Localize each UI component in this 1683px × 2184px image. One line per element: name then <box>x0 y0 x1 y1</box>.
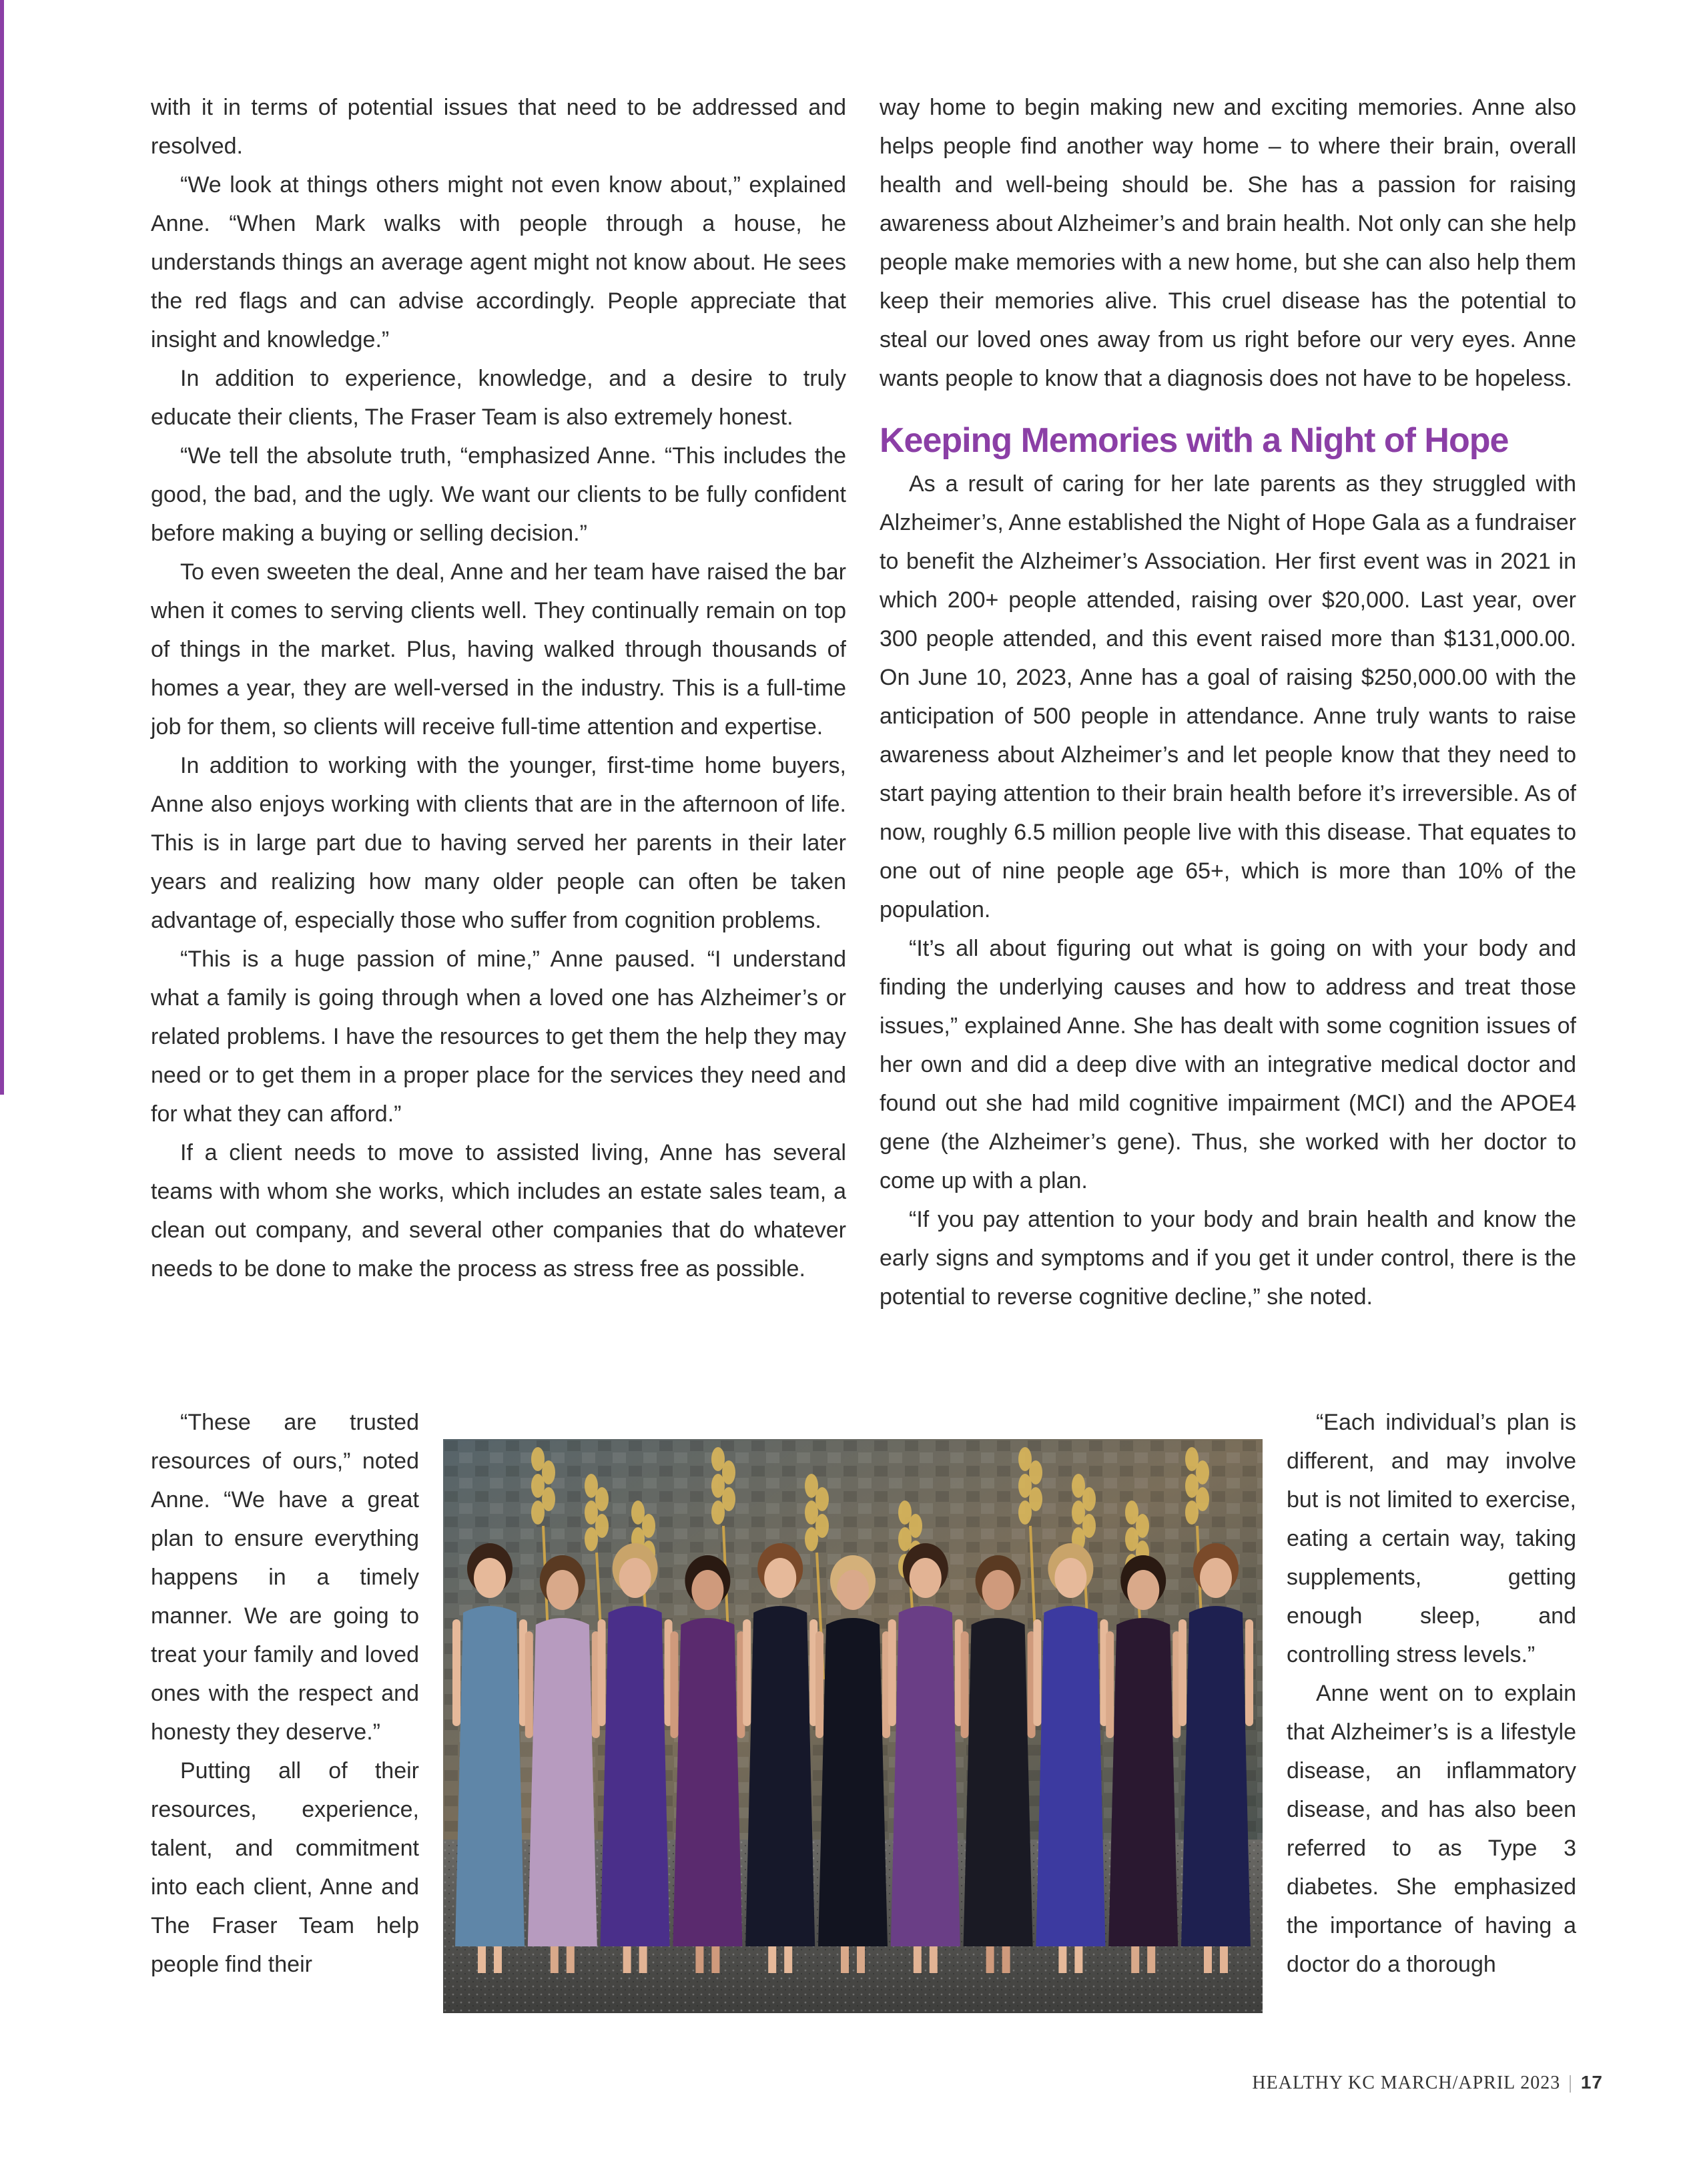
article-right-column <box>880 88 1576 1316</box>
group-photo-illustration <box>443 1439 1263 2013</box>
paragraph: If a client needs to move to assisted living, Anne has several teams with whom she works, which includes an estate sales team, a clean out company, and several other companies that do whatever needs to be done to make the process as stress free as possible. <box>151 1140 846 1282</box>
paragraph: “If you pay attention to your body and brain health and know the early signs and symptoms and if you get it under control, there is the potential to reverse cognitive decline,” she noted. <box>880 1207 1576 1310</box>
article-left-column <box>151 88 846 1288</box>
article-right-wrap <box>1287 1403 1576 1984</box>
paragraph: “Each individual’s plan is different, and may involve but is not limited to exercise, eating a certain way, taking supplements, getting enough sleep, and controlling stress levels.” <box>1287 1410 1576 1667</box>
paragraph: To even sweeten the deal, Anne and her team have raised the bar when it comes to serving clients well. They continually remain on top of things in the market. Plus, having walked through thousands of homes a year, they are well-versed in the industry. This is a full-time job for them, so clients will receive full-time attention and expertise. <box>151 559 846 740</box>
paragraph: “These are trusted resources of ours,” noted Anne. “We have a great plan to ensure everything happens in a timely manner. We are going to treat your family and loved ones with the respect and honesty they deserve.” <box>151 1410 419 1745</box>
section-heading: Keeping Memories with a Night of Hope <box>880 421 1509 460</box>
paragraph: As a result of caring for her late parents as they struggled with Alzheimer’s, Anne established the Night of Hope Gala as a fundraiser to benefit the Alzheimer’s Association. Her first event was in 2021 in which 200+ people attended, raising over $20,000. Last year, over 300 people attended, and this event raised more than $131,000.00. On June 10, 2023, Anne has a goal of raising $250,000.00 with the anticipation of 500 people in attendance. Anne truly wants to raise awareness about Alzheimer’s and let people know that they need to start paying attention to their brain health before it’s irreversible. As of now, roughly 6.5 million people live with this disease. That equates to one out of nine people age 65+, which is more than 10% of the population. <box>880 471 1576 922</box>
page-accent-rule <box>0 0 4 1095</box>
group-photo <box>443 1439 1263 2013</box>
paragraph: In addition to experience, knowledge, and a desire to truly educate their clients, The Fraser Team is also extremely honest. <box>151 366 846 430</box>
paragraph: “This is a huge passion of mine,” Anne paused. “I understand what a family is going through when a loved one has Alzheimer’s or related problems. I have the resources to get them the help they may need or to get them in a proper place for the services they need and for what they can afford.” <box>151 946 846 1127</box>
paragraph: Putting all of their resources, experience, talent, and commitment into each client, Anne and The Fraser Team help people find their <box>151 1758 419 1977</box>
paragraph: with it in terms of potential issues that need to be addressed and resolved. <box>151 95 846 159</box>
article-left-wrap <box>151 1403 419 1984</box>
paragraph: “We look at things others might not even know about,” explained Anne. “When Mark walks with people through a house, he understands things an average agent might not know about. He sees the red flags and can advise accordingly. People appreciate that insight and knowledge.” <box>151 172 846 352</box>
paragraph: “It’s all about figuring out what is going on with your body and finding the underlying causes and how to address and treat those issues,” explained Anne. She has dealt with some cognition issues of her own and did a deep dive with an integrative medical doctor and found out she had mild cognitive impairment (MCI) and the APOE4 gene (the Alzheimer’s gene). Thus, she worked with her doctor to come up with a plan. <box>880 936 1576 1193</box>
publication-name: HEALTHY KC MARCH/APRIL 2023 <box>1252 2073 1561 2093</box>
paragraph: In addition to working with the younger, first-time home buyers, Anne also enjoys working with clients that are in the afternoon of life. This is in large part due to having served her parents in their later years and realizing how many older people can often be taken advantage of, especially those who suffer from cognition problems. <box>151 753 846 933</box>
page-number: 17 <box>1580 2072 1603 2093</box>
page-footer <box>1252 2072 1603 2094</box>
paragraph: “We tell the absolute truth, “emphasized Anne. “This includes the good, the bad, and the ugly. We want our clients to be fully confident before making a buying or selling decision.” <box>151 443 846 546</box>
paragraph: way home to begin making new and exciting memories. Anne also helps people find another way home – to where their brain, overall health and well-being should be. She has a passion for raising awareness about Alzheimer’s and brain health. Not only can she help people make memories with a new home, but she can also help them keep their memories alive. This cruel disease has the potential to steal our loved ones away from us right before our very eyes. Anne wants people to know that a diagnosis does not have to be hopeless. <box>880 95 1576 391</box>
paragraph: Anne went on to explain that Alzheimer’s is a lifestyle disease, an inflammatory disease, and has also been referred to as Type 3 diabetes. She emphasized the importance of having a doctor do a thorough <box>1287 1681 1576 1977</box>
footer-separator: | <box>1568 2073 1573 2093</box>
